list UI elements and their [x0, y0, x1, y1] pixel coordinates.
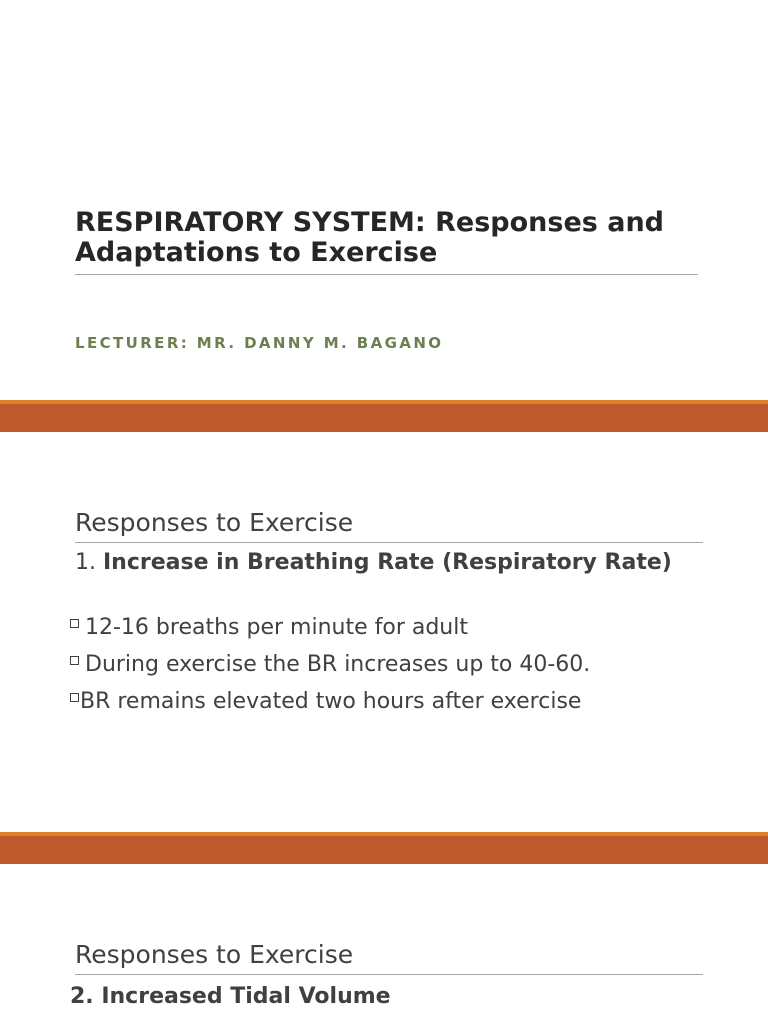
presentation-title: RESPIRATORY SYSTEM: Responses and Adaptations to Exercise	[75, 207, 665, 268]
slide-separator	[0, 400, 768, 432]
bullet-text: 12-16 breaths per minute for adult	[85, 615, 468, 640]
slide-tidal-volume	[0, 866, 768, 1024]
slide-heading: Responses to Exercise	[75, 940, 354, 969]
separator-band	[0, 404, 768, 432]
slide-separator	[0, 832, 768, 864]
bullet-text: During exercise the BR increases up to 40-60.	[85, 652, 591, 677]
heading-divider	[75, 542, 703, 543]
point-title	[75, 550, 695, 576]
square-bullet-icon	[70, 693, 79, 702]
heading-divider	[75, 974, 703, 975]
point-title: 2. Increased Tidal Volume	[70, 984, 391, 1009]
slide-heading: Responses to Exercise	[75, 508, 354, 537]
bullet-text: BR remains elevated two hours after exercise	[80, 689, 582, 714]
square-bullet-icon	[70, 619, 79, 628]
bullet-item	[70, 651, 590, 679]
title-divider	[75, 274, 698, 275]
square-bullet-icon	[70, 656, 79, 665]
point-title-text: Increase in Breathing Rate (Respiratory Rate)	[102, 550, 672, 575]
separator-band	[0, 836, 768, 864]
slide-breathing-rate	[0, 432, 768, 832]
bullet-item	[70, 688, 581, 716]
point-number: 1.	[75, 550, 103, 575]
slide-title	[0, 0, 768, 400]
lecturer-subtitle: LECTURER: MR. DANNY M. BAGANO	[75, 334, 444, 352]
bullet-item	[70, 614, 468, 642]
